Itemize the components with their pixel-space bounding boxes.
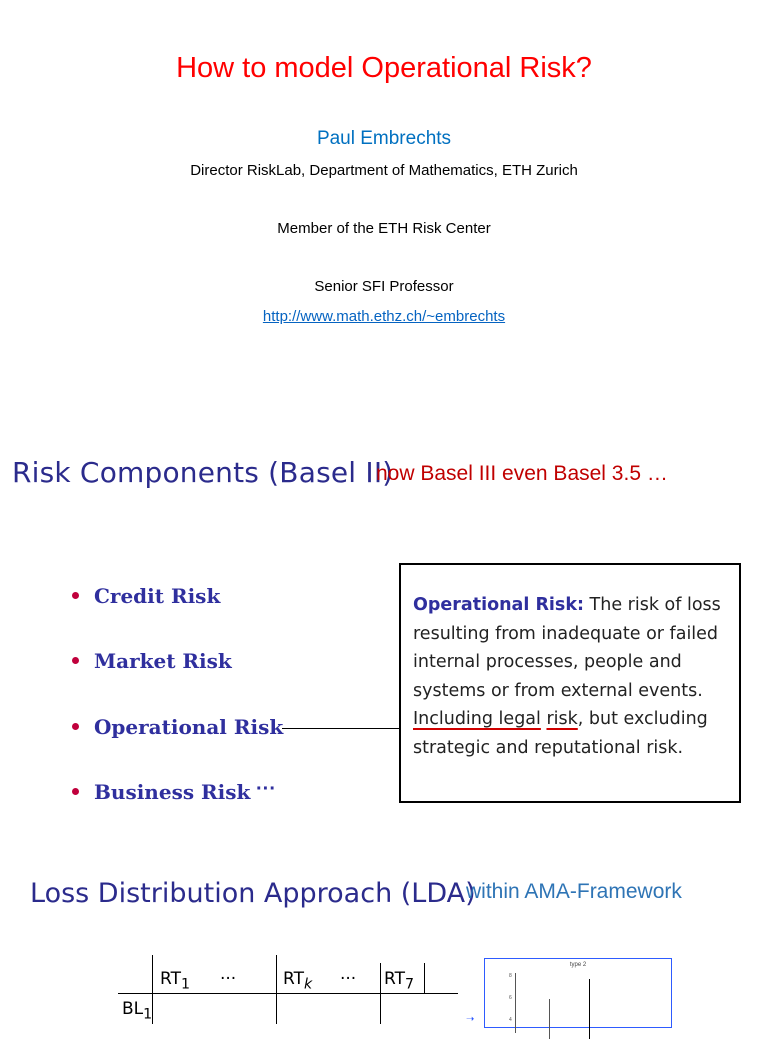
page-title: How to model Operational Risk? <box>176 52 592 84</box>
author-affiliation: Director RiskLab, Department of Mathematics, ETH Zurich <box>190 162 578 179</box>
table-header-dots: ··· <box>340 969 357 989</box>
plot-tick: 4 <box>509 1017 512 1023</box>
table-row-bl1 <box>122 999 152 1022</box>
header-subscript: k <box>303 976 313 993</box>
definition-text-end: , but excluding strategic and reputational risk. <box>413 709 708 758</box>
risk-components-heading: Risk Components (Basel II) <box>12 456 394 489</box>
bullet-market-risk <box>72 649 232 673</box>
table-header-rt7 <box>384 969 414 992</box>
author-name: Paul Embrechts <box>316 128 452 149</box>
bullet-label: Credit Risk <box>94 584 221 608</box>
bullet-label: Operational Risk <box>94 715 284 739</box>
plot-tick: 8 <box>509 973 512 979</box>
plot-y-axis <box>515 973 516 1033</box>
bullet-dot-icon <box>72 788 79 795</box>
plot-title: type 2 <box>569 962 587 968</box>
bullet-business-risk <box>72 780 250 804</box>
risk-matrix-table <box>118 955 458 1024</box>
header-subscript: 7 <box>404 976 414 993</box>
operational-risk-definition-box <box>399 563 741 803</box>
definition-underlined-risk: risk <box>546 709 578 729</box>
author-url-row <box>0 308 768 325</box>
bullet-dot-icon <box>72 657 79 664</box>
definition-text: The risk of loss resulting from inadequate or failed internal processes, people and systems or from external events. <box>413 595 721 701</box>
bullet-ellipsis: ··· <box>256 778 276 800</box>
header-subscript: 1 <box>180 976 190 993</box>
loss-distribution-plot <box>484 958 672 1028</box>
bullet-operational-risk <box>72 715 283 739</box>
table-header-dots: ··· <box>220 969 237 989</box>
lda-heading: Loss Distribution Approach (LDA) <box>30 878 476 909</box>
header-text: RT <box>283 969 304 989</box>
header-text: RT <box>384 969 405 989</box>
table-divider <box>424 963 425 993</box>
plot-tick: 6 <box>509 995 512 1001</box>
basel-note: now Basel III even Basel 3.5 … <box>376 462 668 485</box>
table-divider <box>276 955 277 1024</box>
row-text: BL <box>122 999 144 1019</box>
author-position: Senior SFI Professor <box>314 278 454 295</box>
table-header-rtk <box>283 969 312 992</box>
author-homepage-link[interactable]: http://www.math.ethz.ch/~embrechts <box>262 308 506 325</box>
arrow-icon: ➝ <box>466 1014 475 1025</box>
connector-line <box>282 728 400 729</box>
bullet-dot-icon <box>72 723 79 730</box>
header-text: RT <box>160 969 181 989</box>
author-membership: Member of the ETH Risk Center <box>277 220 491 237</box>
definition-underlined-legal: Including legal <box>413 709 541 729</box>
table-header-rt1 <box>160 969 190 992</box>
bullet-dot-icon <box>72 592 79 599</box>
plot-spike <box>589 979 590 1039</box>
bullet-credit-risk <box>72 584 220 608</box>
bullet-label: Business Risk <box>94 780 251 804</box>
row-subscript: 1 <box>143 1006 153 1023</box>
ama-framework-note: within AMA-Framework <box>466 880 682 903</box>
table-header-rule <box>118 993 458 994</box>
bullet-label: Market Risk <box>94 649 232 673</box>
plot-spike <box>549 999 550 1039</box>
definition-term: Operational Risk: <box>413 595 584 615</box>
